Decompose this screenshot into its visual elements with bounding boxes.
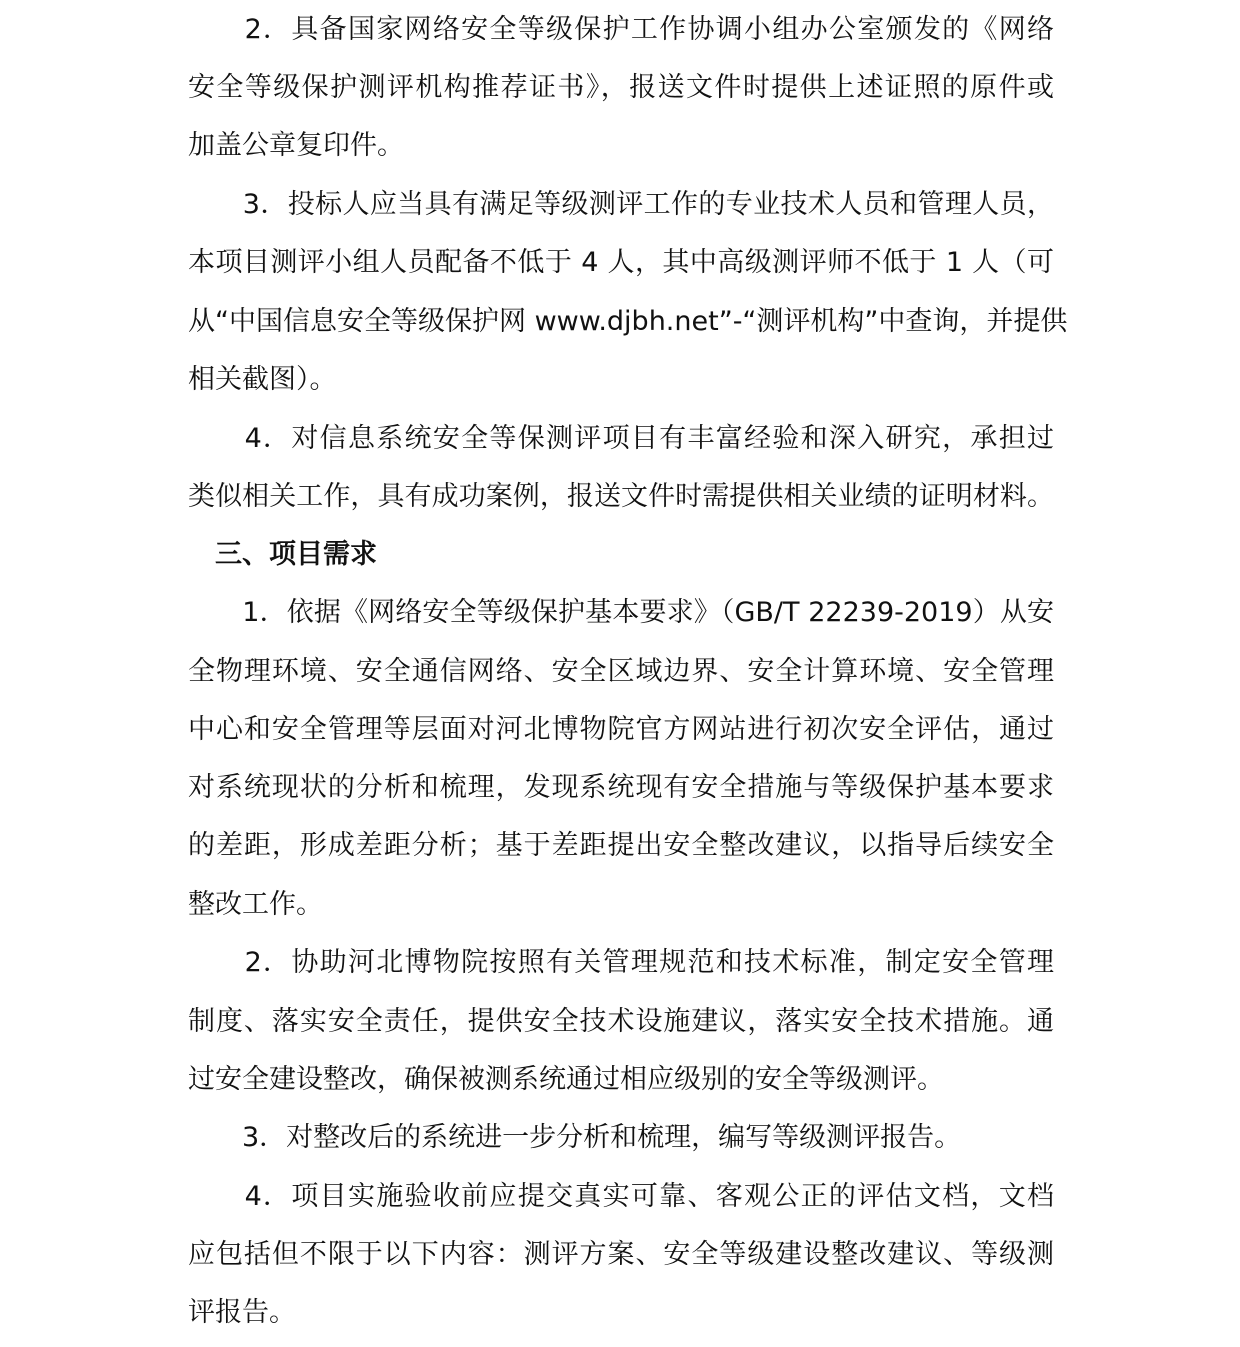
paragraph-line: 全物理环境、安全通信网络、安全区域边界、安全计算环境、安全管理 bbox=[188, 656, 1054, 687]
paragraph-line: 3．投标人应当具有满足等级测评工作的专业技术人员和管理人员， bbox=[188, 189, 1054, 220]
paragraph-line: 4．对信息系统安全等保测评项目有丰富经验和深入研究，承担过 bbox=[188, 423, 1054, 454]
paragraph-line: 本项目测评小组人员配备不低于 4 人，其中高级测评师不低于 1 人（可 bbox=[188, 247, 1054, 278]
paragraph-line: 评报告。 bbox=[188, 1297, 296, 1328]
paragraph-line: 4．项目实施验收前应提交真实可靠、客观公正的评估文档，文档 bbox=[188, 1181, 1054, 1212]
paragraph-line: 加盖公章复印件。 bbox=[188, 130, 404, 161]
paragraph-line: 的差距，形成差距分析；基于差距提出安全整改建议，以指导后续安全 bbox=[188, 830, 1054, 861]
paragraph-line: 2．具备国家网络安全等级保护工作协调小组办公室颁发的《网络 bbox=[188, 14, 1054, 45]
paragraph-line: 安全等级保护测评机构推荐证书》，报送文件时提供上述证照的原件或 bbox=[188, 72, 1054, 103]
paragraph-line: 制度、落实安全责任，提供安全技术设施建议，落实安全技术措施。通 bbox=[188, 1006, 1054, 1037]
paragraph-line: 从“中国信息安全等级保护网 www.djbh.net”-“测评机构”中查询，并提供 bbox=[188, 306, 1068, 337]
paragraph-line: 1．依据《网络安全等级保护基本要求》（GB/T 22239-2019）从安 bbox=[188, 597, 1054, 628]
paragraph-line: 中心和安全管理等层面对河北博物院官方网站进行初次安全评估，通过 bbox=[188, 714, 1054, 745]
paragraph-line: 过安全建设整改，确保被测系统通过相应级别的安全等级测评。 bbox=[188, 1064, 944, 1095]
paragraph-line: 3．对整改后的系统进一步分析和梳理，编写等级测评报告。 bbox=[188, 1122, 962, 1153]
paragraph-line: 应包括但不限于以下内容：测评方案、安全等级建设整改建议、等级测 bbox=[188, 1239, 1054, 1270]
paragraph-line: 2．协助河北博物院按照有关管理规范和技术标准，制定安全管理 bbox=[188, 947, 1054, 978]
section-heading: 三、项目需求 bbox=[188, 539, 377, 570]
paragraph-line: 对系统现状的分析和梳理，发现系统现有安全措施与等级保护基本要求 bbox=[188, 772, 1054, 803]
paragraph-line: 相关截图）。 bbox=[188, 364, 337, 395]
paragraph-line: 整改工作。 bbox=[188, 889, 323, 920]
paragraph-line: 类似相关工作，具有成功案例，报送文件时需提供相关业绩的证明材料。 bbox=[188, 481, 1054, 512]
